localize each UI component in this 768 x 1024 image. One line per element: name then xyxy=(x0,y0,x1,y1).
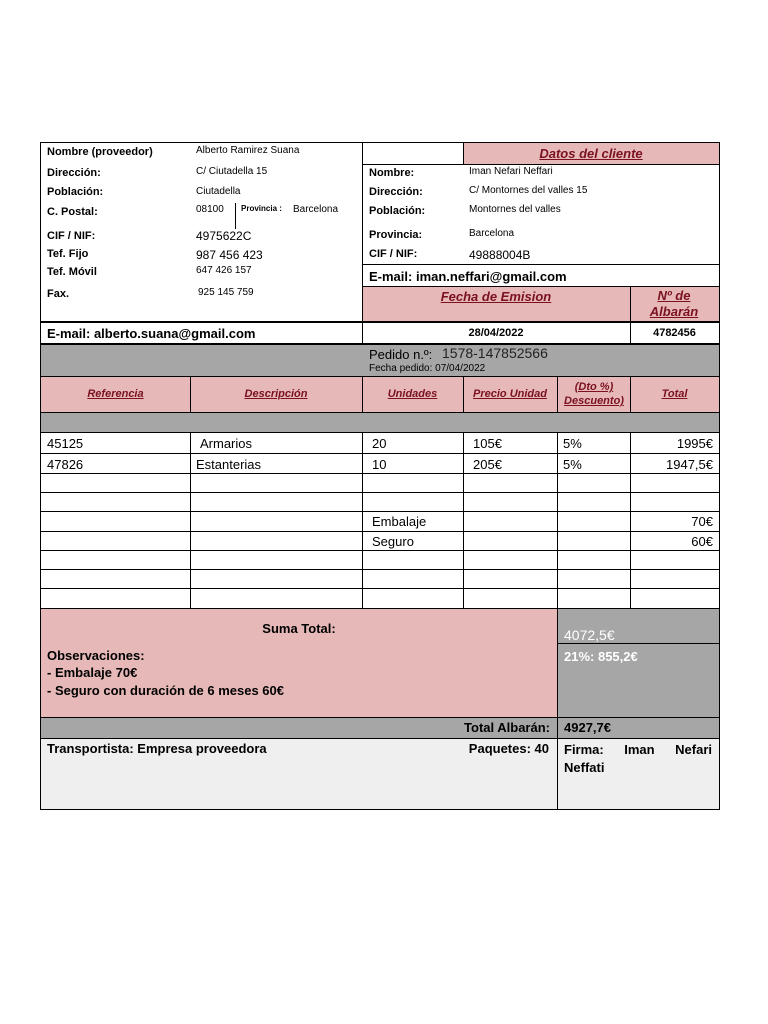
total-albaran-label: Total Albarán: xyxy=(464,720,550,735)
iva-value: 21%: 855,2€ xyxy=(564,649,638,664)
observaciones-line-2: - Seguro con duración de 6 meses 60€ xyxy=(47,683,284,698)
row1-price: 105€ xyxy=(473,436,502,451)
proveedor-provincia: Barcelona xyxy=(293,204,339,215)
cliente-direccion: C/ Montornes del valles 15 xyxy=(469,185,588,196)
cliente-provincia: Barcelona xyxy=(469,228,515,239)
cliente-provincia-label: Provincia: xyxy=(369,229,423,241)
cliente-poblacion-label: Población: xyxy=(369,205,426,217)
observaciones-line-1: - Embalaje 70€ xyxy=(47,665,138,680)
embalaje-total: 70€ xyxy=(691,514,713,529)
fecha-emision: 28/04/2022 xyxy=(468,327,524,339)
proveedor-fax-label: Fax. xyxy=(47,288,70,300)
proveedor-cpostal-label: C. Postal: xyxy=(47,206,98,218)
cliente-nombre: Iman Nefari Neffari xyxy=(469,166,553,177)
proveedor-cif-label: CIF / NIF: xyxy=(47,230,96,242)
proveedor-tef-movil: 647 426 157 xyxy=(196,265,252,276)
proveedor-cpostal: 08100 xyxy=(196,204,224,215)
observaciones-title: Observaciones: xyxy=(47,648,145,663)
suma-value: 4072,5€ xyxy=(564,627,615,643)
transportista: Transportista: Empresa proveedora xyxy=(47,741,267,756)
row2-desc: Estanterias xyxy=(196,457,262,472)
proveedor-nombre-label: Nombre (proveedor) xyxy=(47,146,153,158)
cliente-title: Datos del cliente xyxy=(539,146,643,161)
seguro-label: Seguro xyxy=(372,534,414,549)
proveedor-provincia-label: Provincia : xyxy=(241,204,282,213)
albaran-label: Nº de Albarán xyxy=(649,288,699,319)
row1-units: 20 xyxy=(372,436,387,451)
embalaje-label: Embalaje xyxy=(372,514,427,529)
proveedor-fax: 925 145 759 xyxy=(198,287,254,298)
proveedor-tef-fijo: 987 456 423 xyxy=(196,248,263,262)
proveedor-cif: 4975622C xyxy=(196,229,252,243)
row2-ref: 47826 xyxy=(47,457,84,472)
proveedor-email: E-mail: alberto.suana@gmail.com xyxy=(47,326,256,341)
firma: Firma: Iman Nefari Neffati xyxy=(564,742,712,775)
total-albaran-value: 4927,7€ xyxy=(564,720,611,735)
cliente-nombre-label: Nombre: xyxy=(369,167,415,179)
proveedor-tef-movil-label: Tef. Móvil xyxy=(47,266,97,278)
header-precio: Precio Unidad xyxy=(473,388,547,400)
header-descripcion: Descripción xyxy=(244,388,308,400)
fecha-emision-label: Fecha de Emision xyxy=(440,289,552,304)
seguro-total: 60€ xyxy=(691,534,713,549)
suma-label: Suma Total: xyxy=(262,621,336,636)
row2-price: 205€ xyxy=(473,457,502,472)
header-referencia: Referencia xyxy=(87,388,144,400)
cliente-cif: 49888004B xyxy=(469,248,531,262)
row1-dto: 5% xyxy=(563,436,582,451)
row2-total: 1947,5€ xyxy=(666,457,713,472)
proveedor-nombre: Alberto Ramirez Suana xyxy=(196,145,300,156)
proveedor-tef-fijo-label: Tef. Fijo xyxy=(47,248,89,260)
pedido-fecha: Fecha pedido: 07/04/2022 xyxy=(369,363,486,374)
albaran-numero: 4782456 xyxy=(653,327,696,339)
cliente-email: E-mail: iman.neffari@gmail.com xyxy=(369,269,567,284)
proveedor-direccion: C/ Ciutadella 15 xyxy=(196,166,268,177)
proveedor-poblacion-label: Población: xyxy=(47,186,104,198)
header-descuento: (Dto %) Descuento) xyxy=(564,381,624,407)
cliente-direccion-label: Dirección: xyxy=(369,186,423,198)
row1-ref: 45125 xyxy=(47,436,84,451)
paquetes: Paquetes: 40 xyxy=(468,741,549,756)
cliente-cif-label: CIF / NIF: xyxy=(369,248,418,260)
cliente-poblacion: Montornes del valles xyxy=(469,204,561,215)
header-total: Total xyxy=(661,388,688,400)
proveedor-poblacion: Ciutadella xyxy=(196,186,241,197)
outer-border xyxy=(40,142,720,810)
pedido-label: Pedido n.º: xyxy=(369,347,433,362)
row1-desc: Armarios xyxy=(200,436,253,451)
pedido-numero: 1578-147852566 xyxy=(442,345,548,361)
proveedor-direccion-label: Dirección: xyxy=(47,167,101,179)
row2-dto: 5% xyxy=(563,457,582,472)
row1-total: 1995€ xyxy=(676,436,713,451)
header-unidades: Unidades xyxy=(387,388,438,400)
row2-units: 10 xyxy=(372,457,387,472)
